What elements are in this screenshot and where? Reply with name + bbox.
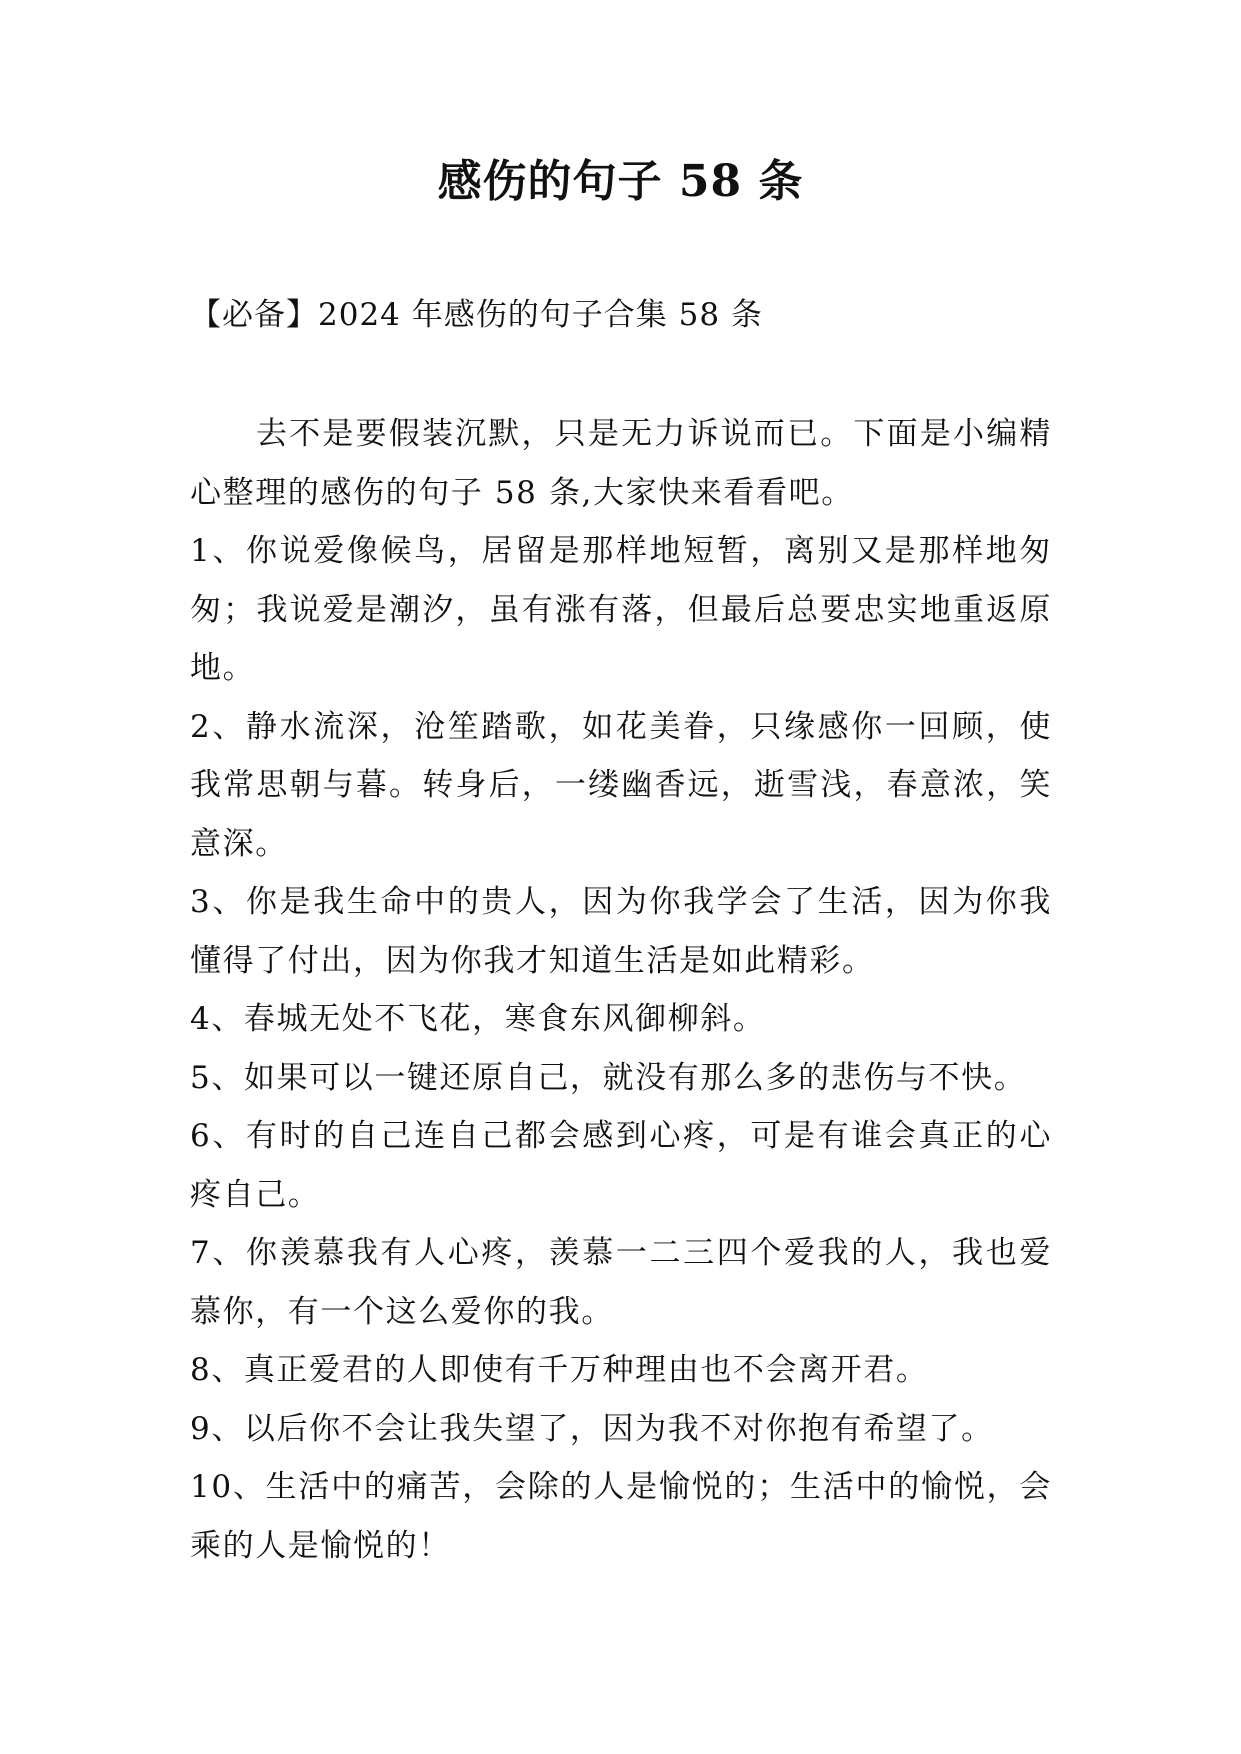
document-title: 感伤的句子 58 条 — [437, 156, 804, 207]
document-subtitle: 【必备】2024 年感伤的句子合集 58 条 — [190, 297, 763, 333]
list-item: 1、你说爱像候鸟，居留是那样地短暂，离别又是那样地匆匆；我说爱是潮汐，虽有涨有落，但最后总要忠实地重返原地。 — [190, 533, 1052, 686]
list-item: 6、有时的自己连自己都会感到心疼，可是有谁会真正的心疼自己。 — [190, 1118, 1052, 1213]
list-item: 10、生活中的痛苦，会除的人是愉悦的；生活中的愉悦，会乘的人是愉悦的！ — [190, 1469, 1052, 1564]
list-item: 7、你羡慕我有人心疼，羡慕一二三四个爱我的人，我也爱慕你，有一个这么爱你的我。 — [190, 1235, 1052, 1330]
list-item: 3、你是我生命中的贵人，因为你我学会了生活，因为你我懂得了付出，因为你我才知道生活是如此精彩。 — [190, 884, 1052, 979]
list-item: 9、以后你不会让我失望了，因为我不对你抱有希望了。 — [190, 1410, 994, 1447]
document-body — [190, 405, 1052, 1575]
intro-paragraph: 去不是要假装沉默，只是无力诉说而已。下面是小编精心整理的感伤的句子 58 条,大家快来看看吧。 — [190, 416, 1052, 511]
list-item: 4、春城无处不飞花，寒食东风御柳斜。 — [190, 1001, 766, 1037]
list-item: 5、如果可以一键还原自己，就没有那么多的悲伤与不快。 — [190, 1059, 1027, 1096]
list-item: 8、真正爱君的人即使有千万种理由也不会离开君。 — [190, 1352, 929, 1388]
list-item: 2、静水流深，沧笙踏歌，如花美眷，只缘感你一回顾，使我常思朝与暮。转身后，一缕幽香远，逝雪浅，春意浓，笑意深。 — [190, 708, 1052, 862]
